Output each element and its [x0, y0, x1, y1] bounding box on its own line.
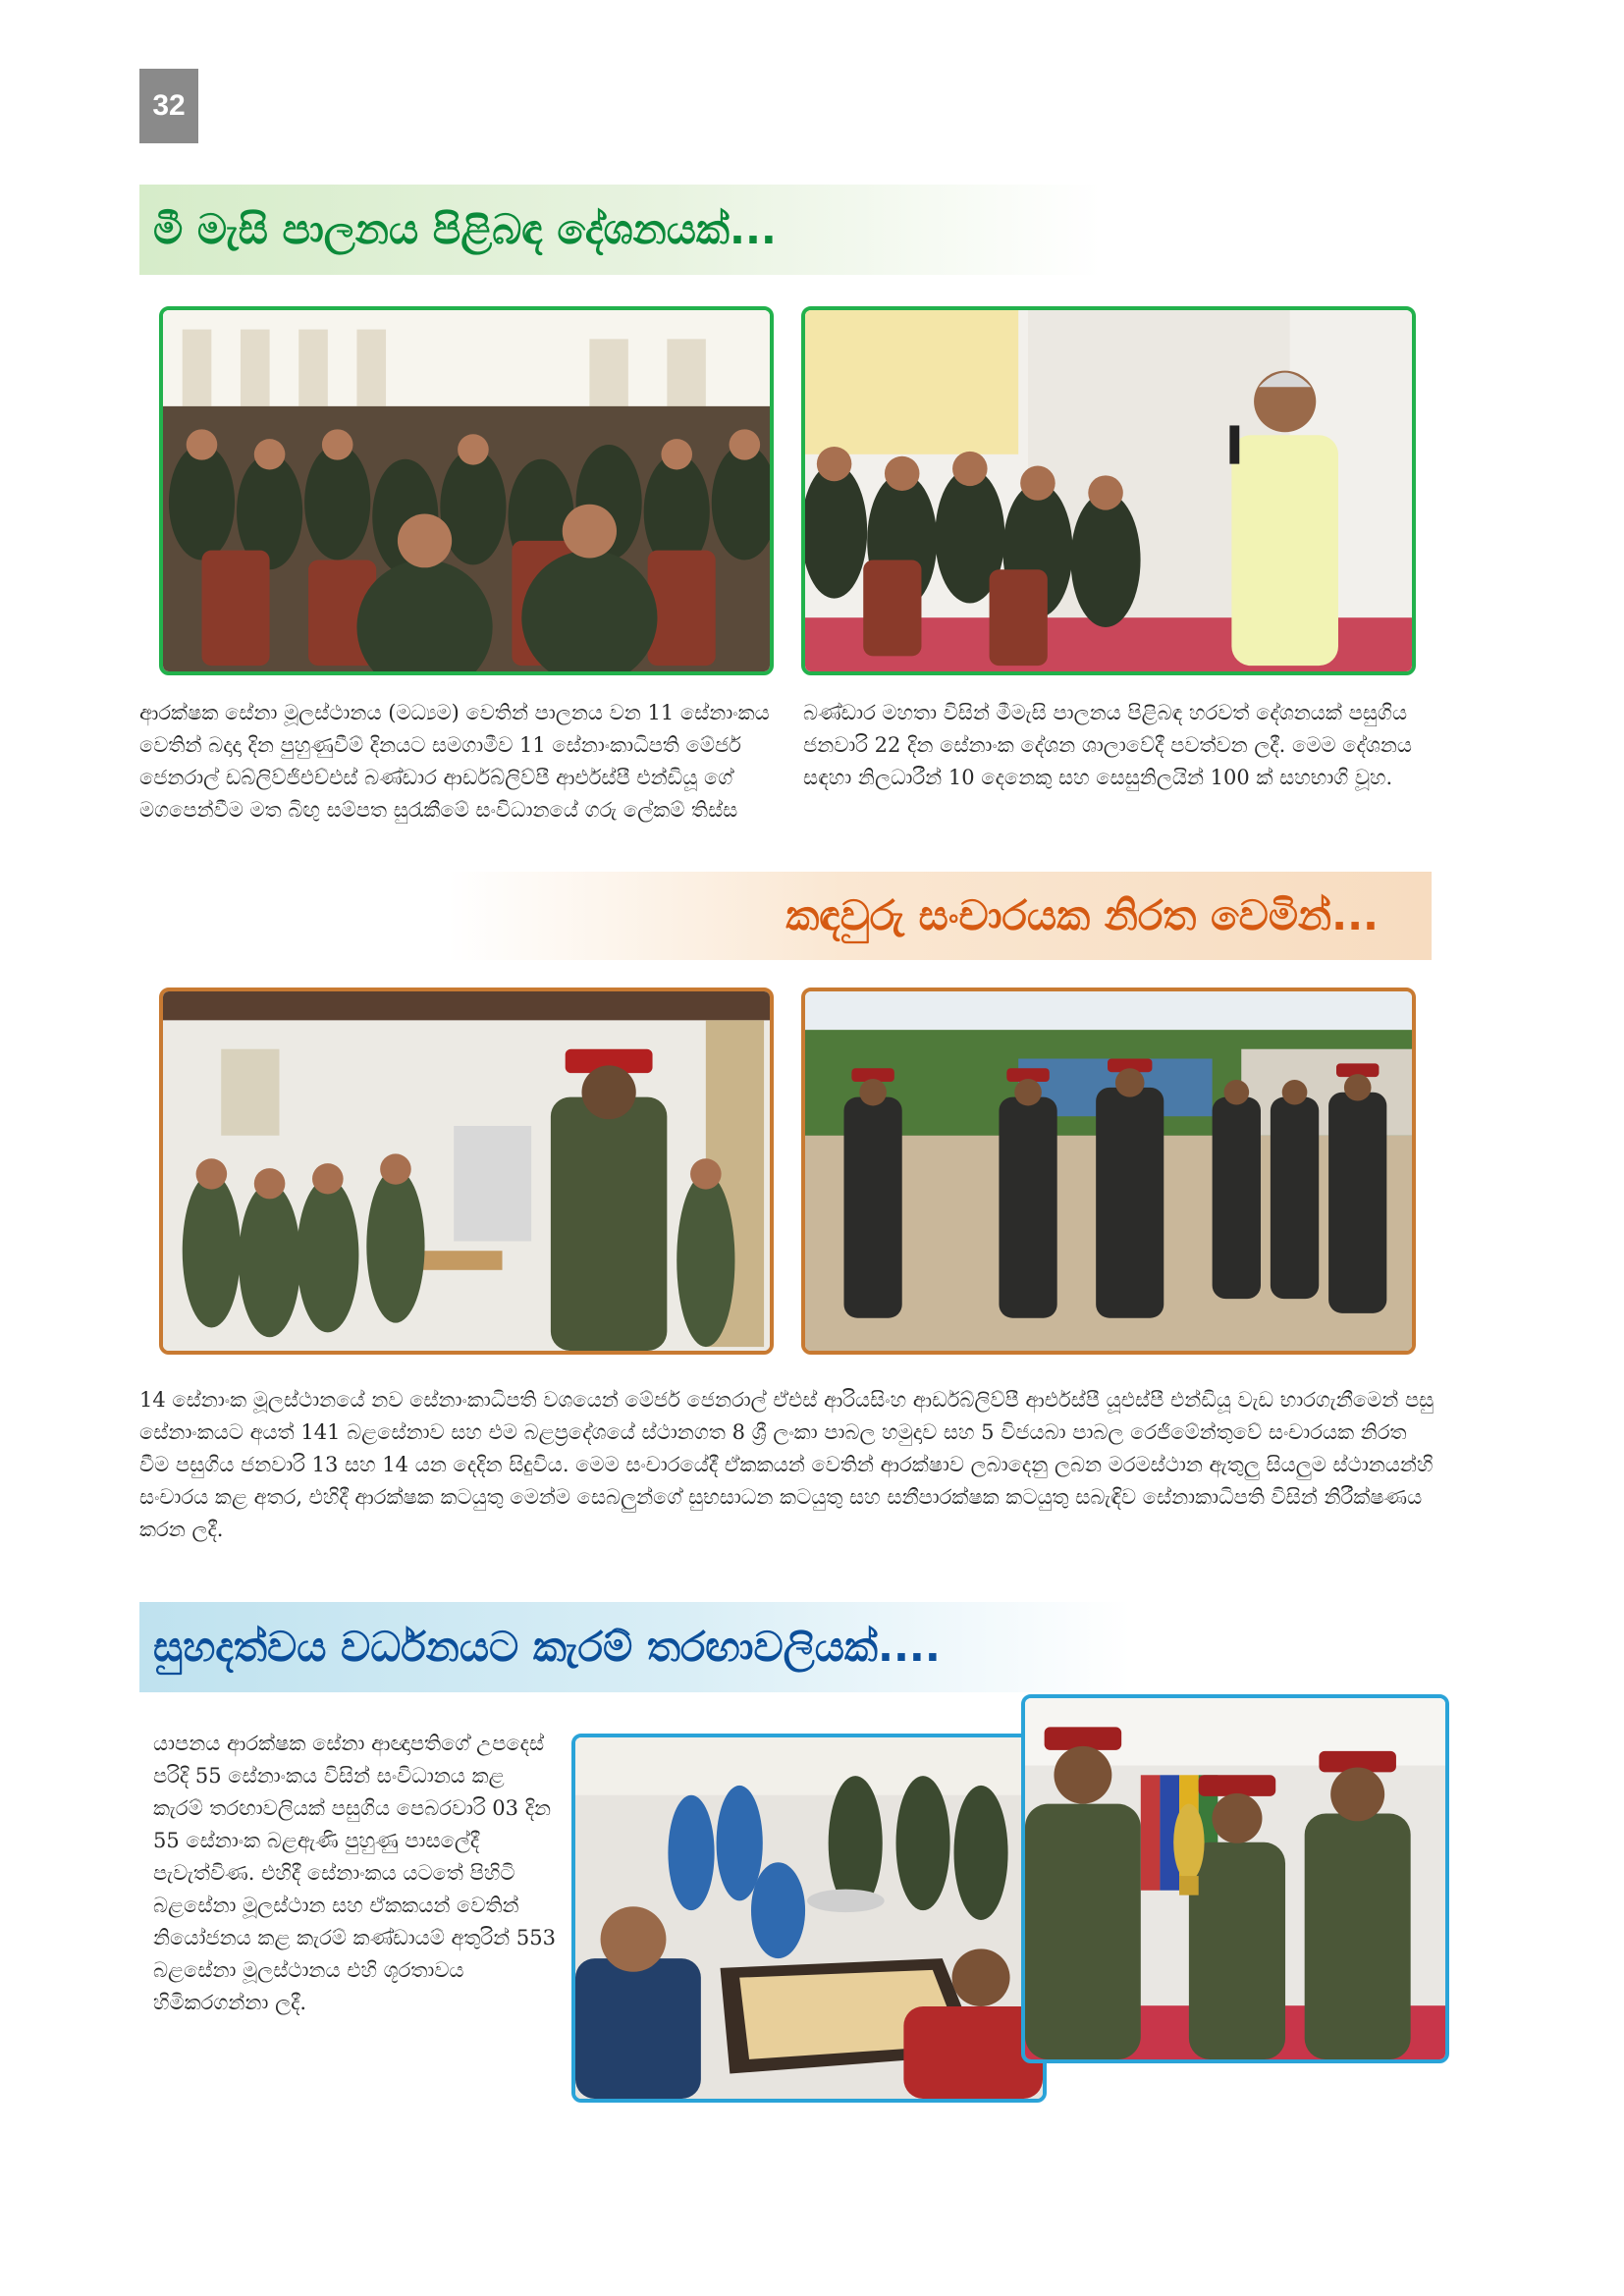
photo-lecturer-speaking	[801, 306, 1416, 675]
caption-bee-lecture-right: බණ්ඩාර මහතා විසින් මීමැසි පාලනය පිළිබඳ හරවත් දේශනයක් පසුගිය ජනවාරි 22 දින සේනාංක දේශන ශාලාවේදී පවත්වන ලදී. මෙම දේශනය සඳහා නිලධාරීන් 10 දෙනෙකු සහ සෙසුනිලයින් 100 ක් සහභාගි වූහ.	[803, 701, 1412, 789]
section-title-carrom-tournament: සුහදත්වය වර්ධනයට කැරම් තරඟාවලියක්....	[139, 1602, 1131, 1692]
caption-bee-lecture-left: ආරක්ෂක සේනා මූලස්ථානය (මධ්‍යම) වෙතින් පාලනය වන 11 සේනාංකය වෙතින් බදාදා දින පුහුණුවීම් දිනයට සමගාමීව 11 සේනාංකාධිපති මේජර් ජෙනරාල් ඩබ්ලිව්ජිඑච්එස් බණ්ඩාර ආර්ඩබ්ලිව්පී ආර්එස්පී එන්ඩියූ ගේ මගපෙන්වීම මත බිඟු සම්පත සුරැකීමේ සංවිධානයේ ගරු ලේකම් තිස්ස	[139, 701, 770, 822]
section-title-bee-lecture: මී මැසි පාලනය පිළිබඳ දේශනයක්...	[139, 185, 1102, 275]
photo-commander-office	[159, 988, 774, 1355]
section2-body-text: 14 සේනාංක මූලස්ථානයේ නව සේනාංකාධිපති වශයෙන් මේජර් ජෙනරාල් ඒඑස් ආරියසිංහ ආර්ඩබ්ලිව්පී ආර්එස්පී යූඑස්පී එන්ඩියූ වැඩ භාරගැනීමෙන් පසු සේනාංකයට අයත් 141 බළසේනාව සහ එම බළප්‍රදේශයේ ස්ථානගත 8 ශ්‍රී ලංකා පාබල හමුදාව සහ 5 විජයබා පාබල රෙජිමේන්තුවේ සංචාරයක නිරත වීම පසුගිය ජනවාරි 13 සහ 14 යන දෙදින සිදුවිය. මෙම සංචාරයේදී ඒකකයන් වෙතින් ආරක්ෂාව ලබාදෙනු ලබන මරමස්ථාන ඇතුලු සියලුම ස්ථානයන්හි සංචාරය කළ අතර, එහිදී ආරක්ෂක කටයුතු මෙන්ම සෙබලුන්ගේ සුභසාධන කටයුතු සහ සනීපාරක්ෂක කටයුතු සබැඳිව සේනාකාධිපති විසින් නිරීක්ෂණය කරන ලදී.	[139, 1388, 1435, 1541]
section3-body-text: යාපනය ආරක්ෂක සේනා ආඥාපතිගේ උපදෙස් පරිදි 55 සේනාංකය විසින් සංවිධානය කළ කැරම් තරඟාවලියක් පසුගිය පෙබරවාරි 03 දින 55 සේනාංක බළඇණි පුහුණු පාසලේදී පැවැත්විණ. එහිදී සේනාංකය යටතේ පිහිටි බළසේනා මූලස්ථාන සහ ඒකකයන් වෙතින් නියෝජනය කළ කැරම් කණ්ඩායම් අතුරින් 553 බළසේනා මූලස්ථානය එහි ශූරතාවය හිමිකරගන්නා ලදී.	[153, 1732, 556, 2014]
photo-commander-outdoor	[801, 988, 1416, 1355]
photo-audience-seated	[159, 306, 774, 675]
photo-trophy-presentation	[1021, 1694, 1449, 2063]
section-title-camp-visit: කඳවුරු සංචාරයක නිරත වෙමින්...	[448, 872, 1432, 960]
photo-carrom-match	[571, 1734, 1047, 2103]
page-number: 32	[139, 69, 198, 143]
